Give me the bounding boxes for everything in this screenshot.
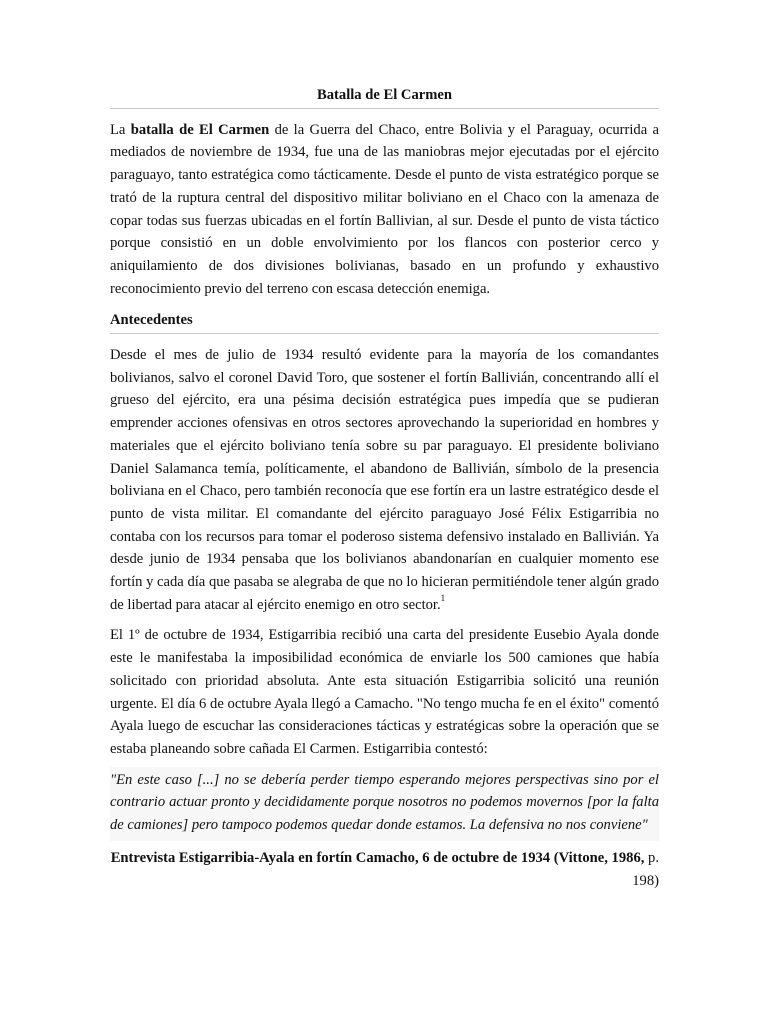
attribution-source: Entrevista Estigarribia-Ayala en fortín Camacho, 6 de octubre de 1934 (Vittone, 1986, xyxy=(110,849,645,866)
quote-attribution xyxy=(110,847,659,892)
antecedentes-paragraph-2: El 1º de octubre de 1934, Estigarribia recibió una carta del presidente Eusebio Ayala donde este le manifestaba la imposibilidad económica de enviarle los 500 camiones que había solicitado con prioridad absoluta. Ante esta situación Estigarribia solicitó una reunión urgente. El día 6 de octubre Ayala llegó a Camacho. "No tengo mucha fe en el éxito" comentó Ayala luego de escuchar las consideraciones tácticas y estratégicas sobre la operación que se estaba planeando sobre cañada El Carmen. Estigarribia contestó: xyxy=(110,627,659,757)
blockquote: "En este caso [...] no se debería perder tiempo esperando mejores perspectivas sino por el contrario actuar pronto y decididamente porque nosotros no podemos movernos [por la falta de camiones] pero tampoco podemos quedar donde estamos. La defensiva no nos conviene" xyxy=(110,767,659,841)
intro-paragraph xyxy=(110,119,659,301)
intro-bold-term: batalla de El Carmen xyxy=(130,121,270,138)
intro-lead: La xyxy=(110,121,131,138)
antecedentes-text-1: Desde el mes de julio de 1934 resultó evidente para la mayoría de los comandantes bolivianos, salvo el coronel David Toro, que sostener el fortín Ballivián, concentrando allí el grueso del ejército, era una pésima decisión estratégica pues impedía que se pudieran emprender acciones ofensivas en otros sectores aprovechando la superioridad en hombres y materiales que el ejército boliviano tenía sobre su par paraguayo. El presidente boliviano Daniel Salamanca temía, políticamente, el abandono de Ballivián, símbolo de la presencia boliviana en el Chaco, pero también reconocía que ese fortín era un lastre estratégico desde el punto de vista militar. El comandante del ejército paraguayo José Félix Estigarribia no contaba con los recursos para tomar el poderoso sistema defensivo instalado en Ballivián. Ya desde junio de 1934 pensaba que los bolivianos abandonarían en cualquier momento ese fortín y cada día que pasaba se alegraba de que no lo hicieran permitiéndole tener algún grado de libertad para atacar al ejército enemigo en otro sector. xyxy=(110,347,659,613)
antecedentes-paragraph-1 xyxy=(110,344,659,616)
section-heading-antecedentes: Antecedentes xyxy=(110,309,659,334)
document-page xyxy=(110,0,659,892)
page-title: Batalla de El Carmen xyxy=(110,84,659,109)
footnote-marker[interactable]: 1 xyxy=(440,592,446,603)
attribution-page: p. 198) xyxy=(632,849,659,889)
intro-text: de la Guerra del Chaco, entre Bolivia y el Paraguay, ocurrida a mediados de noviembre de 1934, fue una de las maniobras mejor ejecutadas por el ejército paraguayo, tanto estratégica como tácticamente. Desde el punto de vista estratégico porque se trató de la ruptura central del dispositivo militar boliviano en el Chaco con la amenaza de copar todas sus fuerzas ubicadas en el fortín Ballivian, al sur. Desde el punto de vista táctico porque consistió en un doble envolvimiento por los flancos con posterior cerco y aniquilamiento de dos divisiones bolivianas, basado en un profundo y exhaustivo reconocimiento previo del terreno con escasa detección enemiga. xyxy=(110,121,660,297)
